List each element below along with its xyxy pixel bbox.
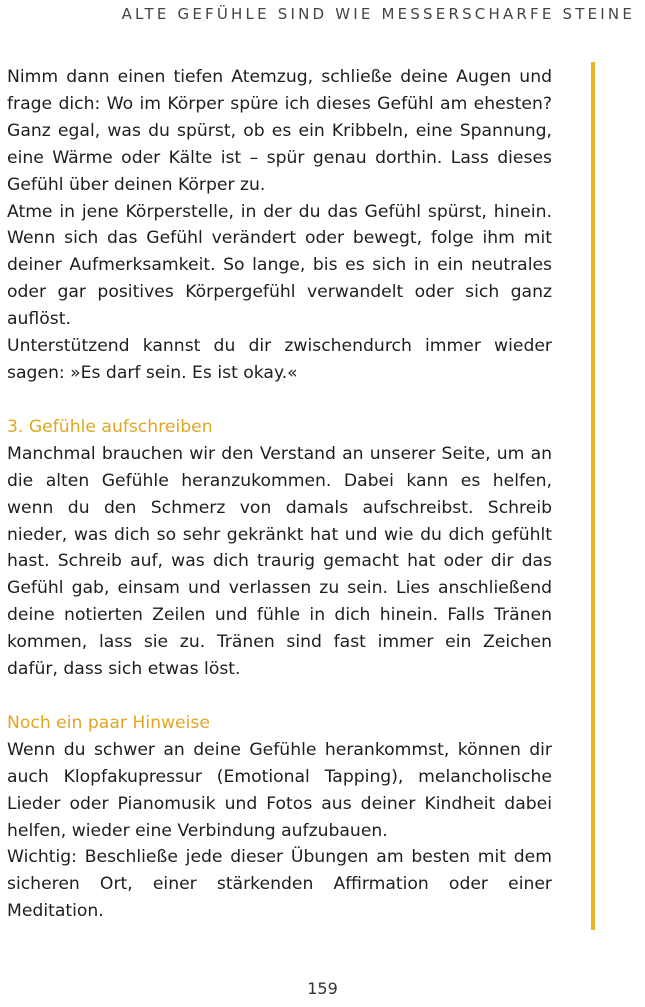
spacer	[7, 387, 552, 414]
section-heading: Noch ein paar Hinweise	[7, 712, 210, 733]
spacer	[7, 683, 552, 710]
paragraph: Nimm dann einen tiefen Atemzug, schließe deine Augen und frage dich: Wo im Körper spüre ich dieses Gefühl am ehesten? Ganz egal, was du spürst, ob es ein Kribbeln, eine Spannung, eine Wärme oder Kälte ist – spür genau dorthin. Lass dieses Gefühl über deinen Körper zu.	[7, 67, 552, 195]
accent-bar	[591, 62, 595, 930]
paragraph: Unterstützend kannst du dir zwischendurch immer wieder sagen: »Es darf sein. Es ist okay.«	[7, 336, 552, 383]
body-text	[7, 64, 552, 925]
paragraph: Wenn du schwer an deine Gefühle herankommst, können dir auch Klopfakupressur (Emotional Tapping), melancholische Lieder oder Pianomusik und Fotos aus deiner Kindheit dabei helfen, wieder eine Verbindung aufzubauen.	[7, 739, 552, 841]
running-head: ALTE GEFÜHLE SIND WIE MESSERSCHARFE STEINE	[121, 5, 635, 23]
page-number: 159	[307, 979, 338, 998]
paragraph: Manchmal brauchen wir den Verstand an unserer Seite, um an die alten Gefühle heranzukommen. Dabei kann es helfen, wenn du den Schmerz von damals aufschreibst. Schreib nieder, was dich so sehr gekränkt hat und wie du dich gefühlt hast. Schreib auf, was dich traurig gemacht hat oder dir das Gefühl gab, einsam und verlassen zu sein. Lies anschließend deine notierten Zeilen und fühle in dich hinein. Falls Tränen kommen, lass sie zu. Tränen sind fast immer ein Zeichen dafür, dass sich etwas löst.	[7, 443, 552, 680]
paragraph: Wichtig: Beschließe jede dieser Übungen am besten mit dem sicheren Ort, einer stärkenden Affirmation oder einer Meditation.	[7, 847, 552, 922]
paragraph: Atme in jene Körperstelle, in der du das Gefühl spürst, hinein. Wenn sich das Gefühl verändert oder bewegt, folge ihm mit deiner Aufmerksamkeit. So lange, bis es sich in ein neutrales oder gar positives Körpergefühl verwandelt oder sich ganz auflöst.	[7, 201, 552, 330]
section-heading: 3. Gefühle aufschreiben	[7, 416, 213, 437]
